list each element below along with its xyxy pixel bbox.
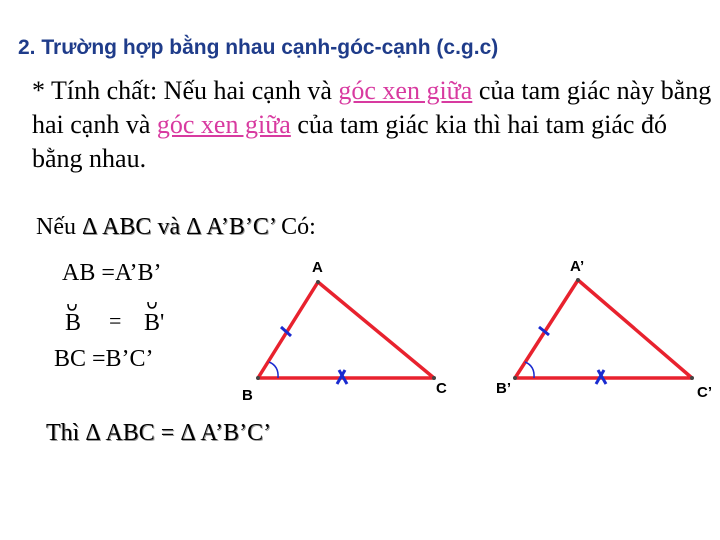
given-triangles: Δ ABC và Δ A’B’C’ — [81, 214, 276, 240]
tick-bc — [337, 370, 347, 384]
property-text-3: của tam giác kia thì hai tam giác đó bằng nhau. — [32, 110, 667, 173]
vertex-c — [432, 376, 436, 380]
property-statement — [32, 74, 712, 176]
vertex-a-prime — [576, 278, 580, 282]
section-title: 2. Trường hợp bằng nhau cạnh-góc-cạnh (c.g.c) — [18, 36, 499, 59]
property-text-1: * Tính chất: Nếu hai cạnh và — [32, 76, 339, 105]
property-text-2: của tam giác này bằng hai cạnh và — [32, 76, 712, 139]
property-highlight-1: góc xen giữa — [338, 76, 473, 105]
conclusion: Thì Δ ABC = Δ A’B’C’ — [46, 420, 272, 446]
label-b-prime: B’ — [496, 380, 511, 397]
condition-bc: BC =B’C’ — [54, 346, 154, 372]
label-a-prime: A’ — [570, 258, 585, 275]
vertex-c-prime — [690, 376, 694, 380]
condition-ab: AB =A’B’ — [62, 260, 162, 286]
vertex-a — [316, 280, 320, 284]
given-if: Nếu — [36, 214, 82, 240]
label-c: C — [436, 380, 447, 397]
label-c-prime: C’ — [697, 384, 712, 401]
tick-b-prime-c-prime — [596, 370, 606, 384]
given-intro — [36, 214, 316, 241]
angle-left-label: B — [65, 310, 82, 336]
angle-hat-right-icon — [148, 302, 156, 308]
condition-angle-b — [62, 296, 182, 336]
vertex-b-prime — [513, 376, 517, 380]
triangle-abc-prime — [496, 258, 712, 401]
given-has: Có: — [275, 214, 316, 240]
tick-ab — [281, 327, 291, 336]
tick-a-prime-b-prime — [539, 327, 549, 335]
triangle-abc — [242, 259, 447, 404]
label-a: A — [312, 259, 323, 276]
property-highlight-2: góc xen giữa — [156, 110, 291, 139]
label-b: B — [242, 387, 253, 404]
vertex-b — [256, 376, 260, 380]
angle-b-prime-arc — [525, 362, 534, 378]
angle-eq-sign: = — [109, 308, 122, 333]
angle-right-label: B' — [144, 310, 165, 336]
angle-b-arc — [269, 362, 278, 378]
